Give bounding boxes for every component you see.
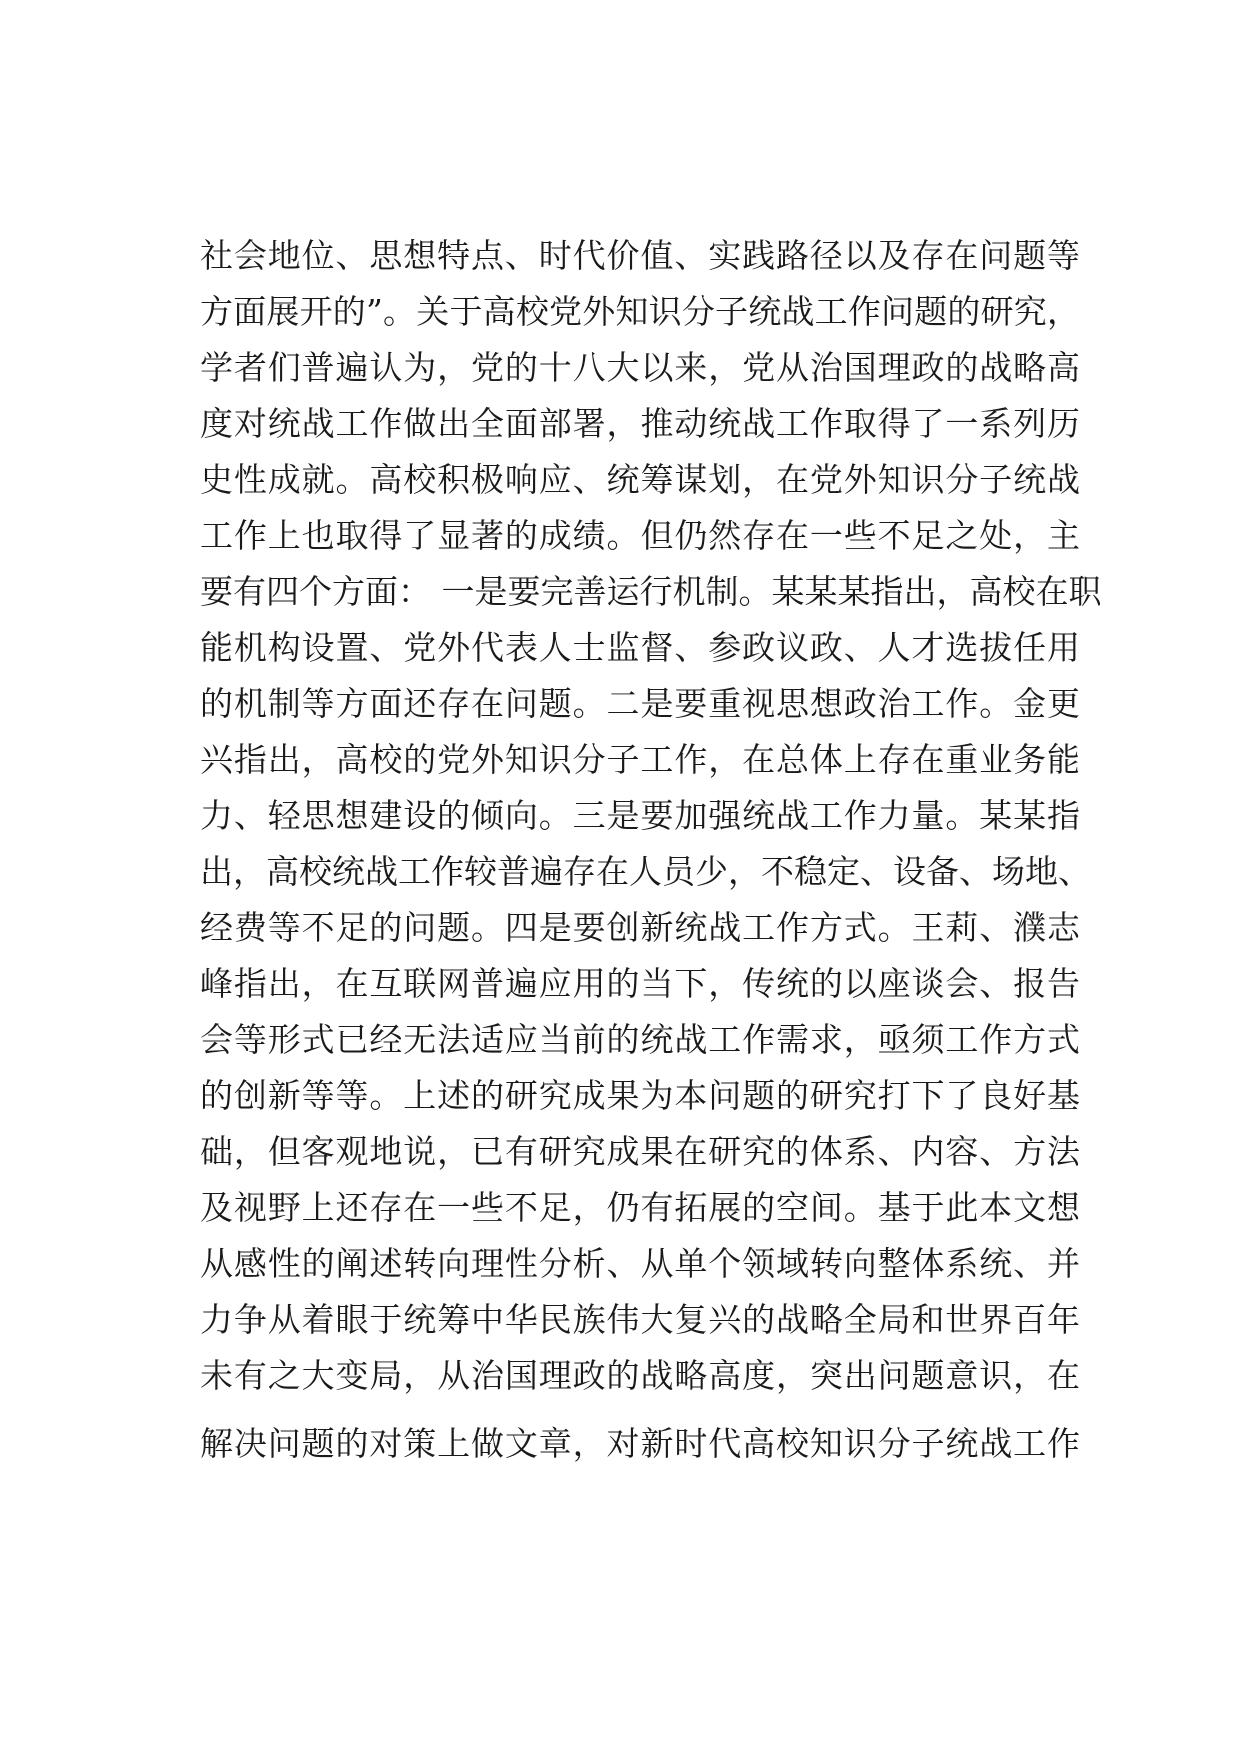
text-line: 从感性的阐述转向理性分析、从单个领域转向整体系统、并	[200, 1244, 1080, 1283]
text-line: 工作上也取得了显著的成绩。但仍然存在一些不足之处，主	[200, 516, 1080, 555]
text-line: 社会地位、思想特点、时代价值、实践路径以及存在问题等	[200, 236, 1080, 275]
text-line: 出，高校统战工作较普遍存在人员少，不稳定、设备、场地、	[200, 852, 1091, 891]
text-line: 会等形式已经无法适应当前的统战工作需求，亟须工作方式	[200, 1020, 1080, 1059]
text-line: 未有之大变局，从治国理政的战略高度，突出问题意识，在	[200, 1356, 1080, 1395]
text-line: 学者们普遍认为，党的十八大以来，党从治国理政的战略高	[200, 348, 1080, 387]
body-text	[200, 228, 1102, 1472]
text-line: 解决问题的对策上做文章，对新时代高校知识分子统战工作	[200, 1424, 1080, 1463]
text-line: 方面展开的”。关于高校党外知识分子统战工作问题的研究，	[200, 292, 1080, 331]
text-line: 的创新等等。上述的研究成果为本问题的研究打下了良好基	[200, 1076, 1080, 1115]
text-line: 兴指出，高校的党外知识分子工作，在总体上存在重业务能	[200, 740, 1080, 779]
text-line: 础，但客观地说，已有研究成果在研究的体系、内容、方法	[200, 1132, 1080, 1171]
text-line: 经费等不足的问题。四是要创新统战工作方式。王莉、濮志	[200, 908, 1080, 947]
text-line: 度对统战工作做出全面部署，推动统战工作取得了一系列历	[200, 404, 1080, 443]
text-line: 及视野上还存在一些不足，仍有拓展的空间。基于此本文想	[200, 1188, 1080, 1227]
text-line: 的机制等方面还存在问题。二是要重视思想政治工作。金更	[200, 684, 1080, 723]
text-line: 能机构设置、党外代表人士监督、参政议政、人才选拔任用	[200, 628, 1080, 667]
text-line: 史性成就。高校积极响应、统筹谋划，在党外知识分子统战	[200, 460, 1080, 499]
text-line: 峰指出，在互联网普遍应用的当下，传统的以座谈会、报告	[200, 964, 1080, 1003]
text-line: 力争从着眼于统筹中华民族伟大复兴的战略全局和世界百年	[200, 1300, 1080, 1339]
text-line: 力、轻思想建设的倾向。三是要加强统战工作力量。某某指	[200, 796, 1080, 835]
text-line: 要有四个方面： 一是要完善运行机制。某某某指出，高校在职	[200, 572, 1102, 611]
